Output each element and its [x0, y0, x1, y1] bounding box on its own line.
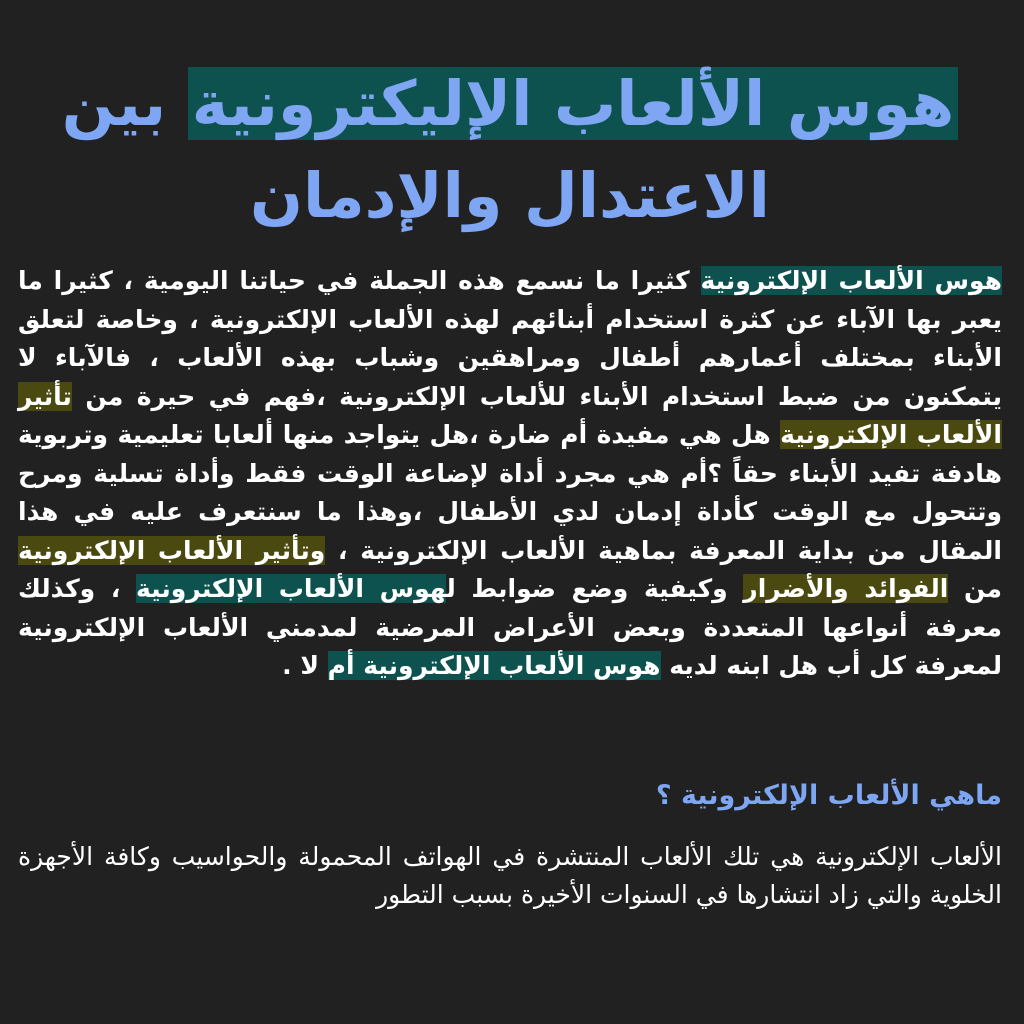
highlight-phrase: تأثير الألعاب الإلكترونية [18, 381, 1002, 449]
intro-text: من [948, 574, 1003, 603]
intro-text: لا . [282, 651, 328, 680]
highlight-phrase: هوس الألعاب الإلكترونية [700, 266, 1002, 295]
highlight-phrase: هوس الألعاب الإلكترونية [135, 574, 447, 603]
section-paragraph: الألعاب الإلكترونية هي تلك الألعاب المنتشرة في الهواتف المحمولة والحواسيب وكافة الأجهزة الخلوية والتي زاد انتشارها في السنوات الأخيرة بسبب التطور [18, 841, 1002, 909]
intro-text: ، وكذلك معرفة أنواعها المتعددة وبعض الأعراض المرضية لمدمني الألعاب الإلكترونية لمعرفة كل أب هل ابنه لديه [18, 574, 1002, 680]
title-rest: بين [61, 67, 188, 140]
highlight-phrase: وتأثير الألعاب الإلكترونية [18, 535, 326, 565]
page-title [18, 58, 1002, 242]
intro-text: وكيفية وضع ضوابط ل [446, 574, 744, 603]
intro-paragraph [18, 262, 1002, 686]
highlight-phrase: هوس الألعاب الإلكترونية أم [327, 651, 661, 680]
intro-text: كثيرا ما نسمع هذه الجملة في حياتنا اليومية ، كثيرا ما يعبر بها الآباء عن كثرة استخدام أبنائهم لهذه الألعاب الإلكترونية ، وخاصة لتعلق الأبناء بمختلف أعمارهم أطفال ومراهقين وشباب بهذه الألعاب ، فالآباء لا يتمكنون من ضبط استخدام الأبناء للألعاب الإلكترونية ،فهم في حيرة من [18, 266, 1002, 411]
title-highlight: هوس الألعاب الإليكترونية [188, 67, 959, 140]
highlight-phrase: الفوائد والأضرار [743, 574, 949, 603]
title-line2: الاعتدال والإدمان [250, 159, 770, 232]
intro-text: هل هي مفيدة أم ضارة ،هل يتواجد منها ألعابا تعليمية وتربوية هادفة تفيد الأبناء حقاً ؟أم هي مجرد أداة لإضاعة الوقت فقط وأداة تسلية ومرح وتتحول مع الوقت كأداة إدمان لدي الأطفال ،وهذا ما سنتعرف عليه في هذا المقال من بداية المعرفة بماهية الألعاب الإلكترونية ، [18, 420, 1002, 565]
section-heading: ماهي الألعاب الإلكترونية ؟ [655, 779, 1002, 811]
